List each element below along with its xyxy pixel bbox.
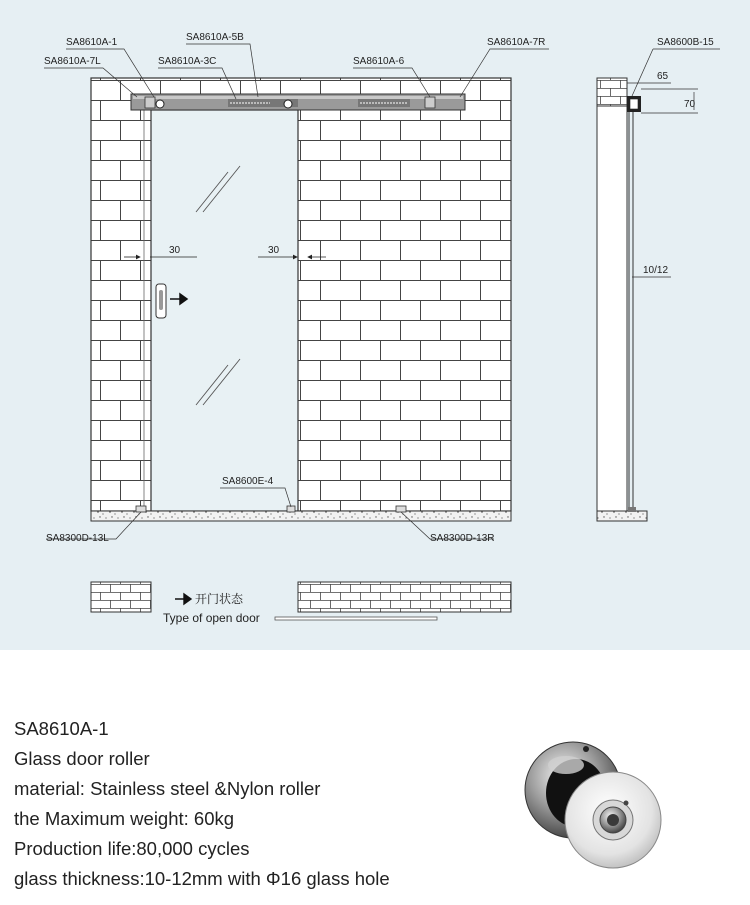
label-part-3c: SA8610A-3C bbox=[158, 56, 217, 67]
label-part-6: SA8610A-6 bbox=[353, 56, 405, 67]
open-state-plan bbox=[91, 582, 511, 620]
product-max-weight: the Maximum weight: 60kg bbox=[14, 808, 235, 829]
top-rail bbox=[131, 94, 465, 110]
product-model: SA8610A-1 bbox=[14, 718, 109, 739]
glass-door bbox=[144, 110, 298, 511]
product-name: Glass door roller bbox=[14, 748, 150, 769]
label-floor-right: SA8300D-13R bbox=[430, 533, 495, 544]
dimension-width: 65 bbox=[657, 71, 669, 82]
side-view bbox=[597, 49, 720, 521]
label-part-5b: SA8610A-5B bbox=[186, 32, 244, 43]
label-floor-guide: SA8600E-4 bbox=[222, 476, 274, 487]
product-life: Production life:80,000 cycles bbox=[14, 838, 250, 859]
label-end-cap-left: SA8610A-7L bbox=[44, 56, 101, 67]
label-floor-left: SA8300D-13L bbox=[46, 533, 109, 544]
label-end-cap-right: SA8610A-7R bbox=[487, 37, 546, 48]
open-state-en: Type of open door bbox=[163, 611, 260, 625]
product-specs bbox=[14, 714, 390, 894]
open-state-cn: 开门状态 bbox=[195, 592, 244, 606]
dimension-height: 70 bbox=[684, 99, 696, 110]
dimension-glass: 10/12 bbox=[643, 265, 669, 276]
label-roller: SA8610A-1 bbox=[66, 37, 118, 48]
product-material: material: Stainless steel &Nylon roller bbox=[14, 778, 321, 799]
dimension-gap-left: 30 bbox=[169, 245, 181, 256]
dimension-gap-right: 30 bbox=[268, 245, 280, 256]
roller-product-image bbox=[518, 735, 668, 875]
product-thickness: glass thickness:10-12mm with Φ16 glass hole bbox=[14, 868, 390, 889]
label-side-bracket: SA8600B-15 bbox=[657, 37, 714, 48]
